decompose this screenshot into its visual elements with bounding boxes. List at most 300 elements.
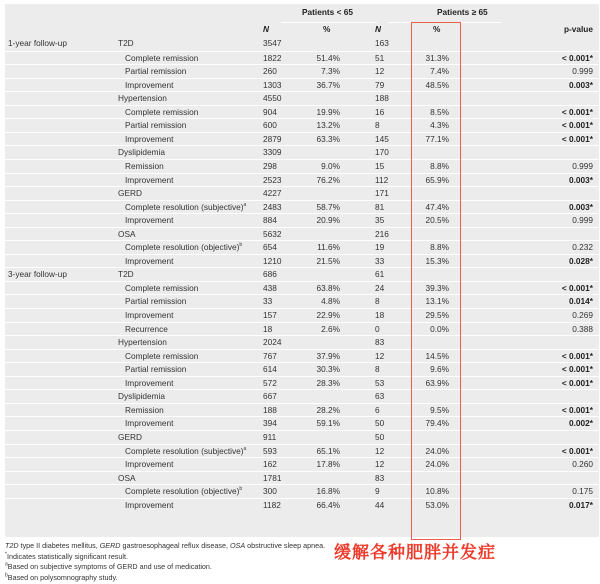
- p-value: [525, 52, 593, 65]
- n-65-plus-text: 81: [375, 201, 385, 212]
- n-65-plus-text: 12: [375, 66, 385, 77]
- table-row: [5, 64, 599, 78]
- n-65-plus-text: 15: [375, 160, 385, 171]
- outcome-label: [125, 160, 164, 173]
- p-value: [525, 363, 593, 376]
- table-row: [5, 416, 599, 430]
- outcome-label: [125, 52, 198, 65]
- n-under-65: [263, 458, 277, 471]
- outcome-label: [125, 79, 173, 92]
- n-under-65-text: 260: [263, 66, 277, 77]
- n-65-plus-text: 24: [375, 282, 385, 293]
- outcome-label-text: Complete resolution (subjective): [125, 201, 244, 212]
- n-under-65-text: 686: [263, 269, 277, 280]
- footnote-b: [5, 573, 325, 584]
- pct-under-65-text: 65.1%: [316, 445, 340, 456]
- p-value: [525, 295, 593, 308]
- outcome-label: [125, 458, 173, 471]
- pct-under-65-text: 28.2%: [316, 404, 340, 415]
- p-value: [525, 309, 593, 322]
- abbr-osa-def: obstructive sleep apnea.: [245, 541, 326, 550]
- pct-under-65: [300, 404, 340, 417]
- n-under-65-text: 188: [263, 404, 277, 415]
- outcome-label: [125, 499, 173, 512]
- pct-65-plus-text: 9.6%: [430, 364, 449, 375]
- n-65-plus-text: 163: [375, 38, 389, 48]
- chinese-annotation: 缓解各种肥胖并发症: [334, 543, 496, 562]
- n-65-plus: [375, 472, 384, 485]
- n-under-65: [263, 485, 277, 498]
- pct-under-65: [300, 323, 340, 336]
- pct-65-plus-text: 20.5%: [425, 215, 449, 226]
- n-65-plus: [375, 499, 384, 512]
- p-value-text: < 0.001*: [561, 106, 593, 117]
- n-65-plus-text: 8: [375, 364, 380, 375]
- p-value: [525, 160, 593, 173]
- footnote-marker: a: [243, 201, 247, 208]
- n-under-65: [263, 404, 277, 417]
- pct-under-65-text: 7.3%: [321, 66, 340, 77]
- outcome-label-text: Dyslipidemia: [118, 147, 166, 158]
- n-65-plus-text: 170: [375, 147, 389, 158]
- n-under-65-text: 1781: [263, 472, 282, 483]
- outcome-label: [118, 472, 136, 485]
- n-under-65-text: 667: [263, 391, 277, 402]
- table-row: [5, 200, 599, 214]
- outcome-label: [125, 201, 246, 214]
- table-row: [5, 240, 599, 254]
- n-65-plus-text: 16: [375, 106, 385, 117]
- n-under-65: [263, 146, 281, 159]
- n-65-plus-text: 0: [375, 323, 380, 334]
- n-65-plus: [375, 255, 384, 268]
- n-under-65: [263, 106, 277, 119]
- outcome-label-text: GERD: [118, 431, 142, 442]
- n-under-65: [263, 255, 281, 268]
- pct-under-65-text: 9.0%: [321, 160, 340, 171]
- table-row-category: [5, 335, 599, 349]
- n-under-65-text: 572: [263, 377, 277, 388]
- n-65-plus-text: 12: [375, 459, 385, 470]
- follow-up-label: [8, 37, 67, 50]
- header-row-columns: [5, 23, 599, 36]
- n-under-65: [263, 174, 281, 187]
- table-row-category: [5, 37, 599, 50]
- outcome-label-text: Complete resolution (subjective): [125, 445, 244, 456]
- n-under-65: [263, 92, 281, 105]
- p-value-text: < 0.001*: [561, 350, 593, 361]
- outcome-label-text: Partial remission: [125, 120, 187, 131]
- follow-up-label-text: 1-year follow-up: [8, 38, 68, 48]
- n-65-plus-text: 19: [375, 242, 385, 253]
- pct-under-65: [300, 295, 340, 308]
- pct-under-65: [300, 309, 340, 322]
- outcome-label-text: T2D: [118, 38, 134, 48]
- highlight-box-65-plus-pct: [411, 22, 461, 540]
- pct-65-plus-text: 63.9%: [425, 377, 449, 388]
- pct-under-65-text: 11.6%: [317, 242, 340, 253]
- table-row: [5, 118, 599, 132]
- n-under-65-text: 884: [263, 215, 277, 226]
- header-n-65-plus: N: [375, 24, 381, 34]
- n-65-plus-text: 51: [375, 52, 385, 63]
- p-value-text: < 0.001*: [561, 445, 593, 456]
- pct-under-65: [300, 214, 340, 227]
- pct-65-plus-text: 4.3%: [430, 120, 449, 131]
- n-65-plus: [375, 458, 384, 471]
- n-under-65-text: 2024: [263, 337, 282, 348]
- n-under-65: [263, 133, 281, 146]
- pct-under-65-text: 22.9%: [316, 310, 340, 320]
- n-under-65-text: 300: [263, 486, 277, 497]
- n-65-plus-text: 9: [375, 486, 380, 497]
- outcome-label-text: T2D: [118, 269, 134, 280]
- footnote-a-text: Based on subjective symptoms of GERD and use of medication.: [7, 562, 212, 571]
- p-value-text: 0.017*: [569, 499, 593, 510]
- table-row-category: [5, 91, 599, 105]
- outcome-label: [125, 363, 186, 376]
- outcome-label: [118, 37, 134, 50]
- n-65-plus: [375, 79, 384, 92]
- outcome-label: [125, 485, 242, 498]
- p-value: [525, 404, 593, 417]
- n-65-plus-text: 53: [375, 377, 385, 388]
- outcome-label: [125, 174, 173, 187]
- p-value: [525, 445, 593, 458]
- p-value-text: 0.003*: [569, 201, 593, 212]
- p-value-text: < 0.001*: [561, 404, 593, 415]
- p-value-text: 0.003*: [569, 79, 593, 90]
- p-value: [525, 499, 593, 512]
- n-65-plus: [375, 417, 384, 430]
- p-value-text: 0.175: [572, 486, 593, 497]
- pct-under-65-text: 76.2%: [316, 174, 340, 185]
- n-65-plus: [375, 363, 380, 376]
- n-65-plus: [375, 65, 384, 78]
- n-under-65: [263, 323, 272, 336]
- pct-65-plus-text: 65.9%: [425, 174, 449, 185]
- footnote-b-text: Based on polysomnography study.: [7, 572, 118, 582]
- n-65-plus-text: 50: [375, 431, 385, 442]
- pct-65-plus-text: 24.0%: [425, 445, 449, 456]
- footnote-star-text: Indicates statistically significant result.: [6, 551, 128, 561]
- n-65-plus-text: 79: [375, 79, 385, 90]
- header-n-under-65: N: [263, 24, 269, 34]
- pct-65-plus-text: 79.4%: [425, 418, 449, 429]
- pct-under-65-text: 36.7%: [316, 79, 340, 90]
- pct-65-plus-text: 13.1%: [425, 296, 449, 307]
- p-value-text: < 0.001*: [561, 377, 593, 388]
- n-under-65: [263, 499, 281, 512]
- table-row: [5, 105, 599, 119]
- n-under-65: [263, 295, 272, 308]
- pct-under-65: [300, 201, 340, 214]
- pct-under-65-text: 63.8%: [316, 282, 340, 293]
- footnote-marker: b: [239, 486, 243, 493]
- n-under-65-text: 1822: [263, 52, 282, 63]
- pct-under-65: [300, 485, 340, 498]
- table-row: [5, 281, 599, 295]
- p-value: [525, 255, 593, 268]
- footnote-marker: b: [239, 242, 243, 249]
- table-row: [5, 294, 599, 308]
- pct-65-plus-text: 24.0%: [425, 459, 449, 470]
- pct-65-plus-text: 14.5%: [425, 350, 449, 361]
- p-value: [525, 282, 593, 295]
- n-under-65-text: 1182: [263, 499, 281, 510]
- pct-65-plus-text: 8.8%: [430, 242, 449, 253]
- pct-65-plus-text: 29.5%: [425, 310, 449, 320]
- outcome-label: [125, 214, 173, 227]
- p-value-text: 0.028*: [569, 255, 593, 266]
- pct-65-plus-text: 48.5%: [425, 79, 449, 90]
- outcome-label-text: Partial remission: [125, 364, 187, 375]
- p-value-text: < 0.001*: [561, 282, 593, 293]
- outcome-label-text: GERD: [118, 188, 142, 199]
- n-65-plus: [375, 133, 389, 146]
- n-65-plus: [375, 390, 384, 403]
- n-65-plus: [375, 323, 380, 336]
- p-value-text: < 0.001*: [561, 364, 593, 375]
- n-under-65: [263, 282, 277, 295]
- pct-65-plus-text: 39.3%: [425, 282, 449, 293]
- n-65-plus: [375, 350, 384, 363]
- table-row: [5, 78, 599, 92]
- outcome-label: [125, 377, 173, 390]
- table-row: [5, 444, 599, 458]
- p-value-text: < 0.001*: [561, 52, 593, 63]
- n-under-65: [263, 350, 277, 363]
- table-row: [5, 308, 599, 322]
- table-row-category: [5, 389, 599, 403]
- n-under-65: [263, 445, 277, 458]
- results-table: [5, 4, 599, 537]
- n-under-65: [263, 65, 277, 78]
- pct-under-65: [300, 174, 340, 187]
- n-65-plus: [375, 295, 380, 308]
- footnotes: [5, 541, 325, 583]
- n-65-plus-text: 61: [375, 269, 385, 280]
- n-under-65: [263, 228, 281, 241]
- n-under-65-text: 2523: [263, 174, 282, 185]
- header-patients-65-plus: Patients ≥ 65: [437, 7, 488, 17]
- pct-65-plus-text: 10.8%: [425, 486, 449, 497]
- pct-under-65: [300, 65, 340, 78]
- table-row: [5, 322, 599, 336]
- pct-65-plus-text: 9.5%: [430, 404, 449, 415]
- p-value-text: 0.002*: [569, 418, 593, 429]
- outcome-label-text: Partial remission: [125, 66, 187, 77]
- pct-under-65-text: 16.8%: [316, 486, 340, 497]
- footnote-star-mark: *: [5, 551, 7, 558]
- pct-65-plus-text: 8.8%: [430, 160, 449, 171]
- n-under-65: [263, 336, 281, 349]
- outcome-label-text: Improvement: [125, 255, 174, 266]
- pct-under-65-text: 63.3%: [316, 133, 340, 144]
- pct-65-plus-text: 77.1%: [425, 133, 449, 144]
- outcome-label-text: Remission: [125, 160, 164, 171]
- n-65-plus: [375, 377, 384, 390]
- n-under-65-text: 1210: [263, 255, 282, 266]
- p-value: [525, 350, 593, 363]
- p-value: [525, 214, 593, 227]
- pct-under-65: [300, 417, 340, 430]
- n-under-65-text: 2483: [263, 201, 282, 212]
- pct-under-65-text: 2.6%: [321, 323, 340, 334]
- n-65-plus-text: 63: [375, 391, 385, 402]
- outcome-label: [125, 106, 198, 119]
- p-value-text: 0.269: [572, 310, 593, 320]
- n-65-plus-text: 112: [375, 174, 389, 185]
- n-under-65-text: 1303: [263, 79, 282, 90]
- outcome-label-text: Complete remission: [125, 106, 199, 117]
- outcome-label: [125, 241, 242, 254]
- pct-under-65-text: 19.9%: [316, 106, 340, 117]
- table-row: [5, 349, 599, 363]
- header-row-groups: [5, 6, 599, 19]
- abbr-gerd-def: gastroesophageal reflux disease,: [120, 541, 230, 550]
- outcome-label: [125, 295, 186, 308]
- n-65-plus-text: 216: [375, 228, 389, 239]
- pct-under-65-text: 59.1%: [316, 418, 340, 429]
- n-under-65: [263, 377, 277, 390]
- pct-under-65: [300, 133, 340, 146]
- pct-under-65-text: 20.9%: [316, 215, 340, 226]
- outcome-label-text: Improvement: [125, 215, 174, 226]
- p-value-text: 0.003*: [569, 174, 593, 185]
- pct-under-65-text: 37.9%: [316, 350, 340, 361]
- table-row-category: [5, 227, 599, 241]
- table-row: [5, 376, 599, 390]
- n-65-plus: [375, 37, 389, 50]
- n-65-plus-text: 6: [375, 404, 380, 415]
- outcome-label: [125, 133, 173, 146]
- abbr-osa: OSA: [229, 541, 246, 550]
- outcome-label: [118, 268, 134, 281]
- n-65-plus-text: 145: [375, 133, 389, 144]
- outcome-label-text: OSA: [118, 228, 136, 239]
- footnote-a: [5, 562, 325, 573]
- table-row: [5, 51, 599, 65]
- outcome-label-text: Improvement: [125, 310, 174, 320]
- outcome-label: [118, 431, 142, 444]
- n-65-plus: [375, 160, 384, 173]
- outcome-label: [125, 282, 198, 295]
- outcome-label-text: Hypertension: [118, 93, 167, 104]
- pct-under-65-text: 28.3%: [316, 377, 340, 388]
- follow-up-label-text: 3-year follow-up: [8, 269, 68, 280]
- n-under-65-text: 5632: [263, 228, 282, 239]
- header-pct-under-65: %: [323, 24, 331, 34]
- pct-65-plus-text: 8.5%: [430, 106, 449, 117]
- n-under-65-text: 911: [263, 431, 277, 442]
- n-65-plus: [375, 146, 389, 159]
- outcome-label: [118, 336, 167, 349]
- pct-under-65-text: 58.7%: [316, 201, 340, 212]
- p-value-text: 0.388: [572, 323, 593, 334]
- outcome-label: [118, 187, 142, 200]
- n-under-65-text: 4227: [263, 188, 282, 199]
- n-65-plus: [375, 187, 389, 200]
- pct-under-65: [300, 79, 340, 92]
- n-under-65-text: 18: [263, 323, 273, 334]
- footnote-marker: a: [243, 445, 247, 452]
- p-value-text: < 0.001*: [561, 133, 593, 144]
- n-under-65-text: 394: [263, 418, 277, 429]
- footnote-b-mark: b: [5, 572, 8, 579]
- n-65-plus-text: 18: [375, 310, 385, 320]
- outcome-label: [118, 92, 167, 105]
- n-65-plus: [375, 174, 388, 187]
- pct-under-65-text: 51.4%: [316, 52, 340, 63]
- n-under-65-text: 654: [263, 242, 277, 253]
- n-under-65: [263, 390, 277, 403]
- n-65-plus: [375, 106, 384, 119]
- abbr-t2d-def: type II diabetes mellitus,: [18, 541, 100, 550]
- n-under-65: [263, 431, 276, 444]
- table-row: [5, 159, 599, 173]
- pct-under-65: [300, 350, 340, 363]
- pct-under-65: [300, 458, 340, 471]
- n-under-65: [263, 241, 277, 254]
- n-under-65: [263, 268, 277, 281]
- p-value: [525, 106, 593, 119]
- p-value-text: 0.014*: [569, 296, 593, 307]
- n-65-plus-text: 50: [375, 418, 385, 429]
- pct-under-65: [300, 363, 340, 376]
- p-value: [525, 201, 593, 214]
- n-65-plus-text: 44: [375, 499, 385, 510]
- p-value-text: < 0.001*: [561, 120, 593, 131]
- outcome-label-text: Improvement: [125, 79, 174, 90]
- outcome-label: [125, 417, 173, 430]
- n-under-65-text: 3547: [263, 38, 282, 48]
- n-65-plus: [375, 241, 384, 254]
- n-under-65-text: 600: [263, 120, 277, 131]
- follow-up-label: [8, 268, 67, 281]
- outcome-label-text: Complete remission: [125, 350, 199, 361]
- outcome-label-text: Hypertension: [118, 337, 167, 348]
- p-value-text: 0.232: [572, 242, 593, 253]
- n-65-plus: [375, 431, 384, 444]
- n-under-65-text: 767: [263, 350, 277, 361]
- n-65-plus: [375, 282, 384, 295]
- n-65-plus-text: 8: [375, 120, 380, 131]
- n-under-65: [263, 472, 281, 485]
- pct-65-plus-text: 53.0%: [425, 499, 449, 510]
- n-under-65-text: 2879: [263, 133, 282, 144]
- n-65-plus-text: 188: [375, 93, 389, 104]
- table-row: [5, 457, 599, 471]
- p-value: [525, 79, 593, 92]
- n-under-65: [263, 52, 281, 65]
- p-value: [525, 485, 593, 498]
- n-under-65-text: 33: [263, 296, 273, 307]
- n-under-65-text: 593: [263, 445, 277, 456]
- table-row-category: [5, 145, 599, 159]
- outcome-label-text: Improvement: [125, 459, 174, 470]
- n-under-65: [263, 363, 277, 376]
- abbr-gerd: GERD: [99, 541, 121, 550]
- n-under-65-text: 904: [263, 106, 277, 117]
- pct-under-65: [300, 119, 340, 132]
- n-65-plus: [375, 52, 384, 65]
- table-row-category: [5, 267, 599, 281]
- n-65-plus: [375, 228, 389, 241]
- outcome-label: [118, 146, 165, 159]
- pct-under-65: [300, 377, 340, 390]
- table-row: [5, 403, 599, 417]
